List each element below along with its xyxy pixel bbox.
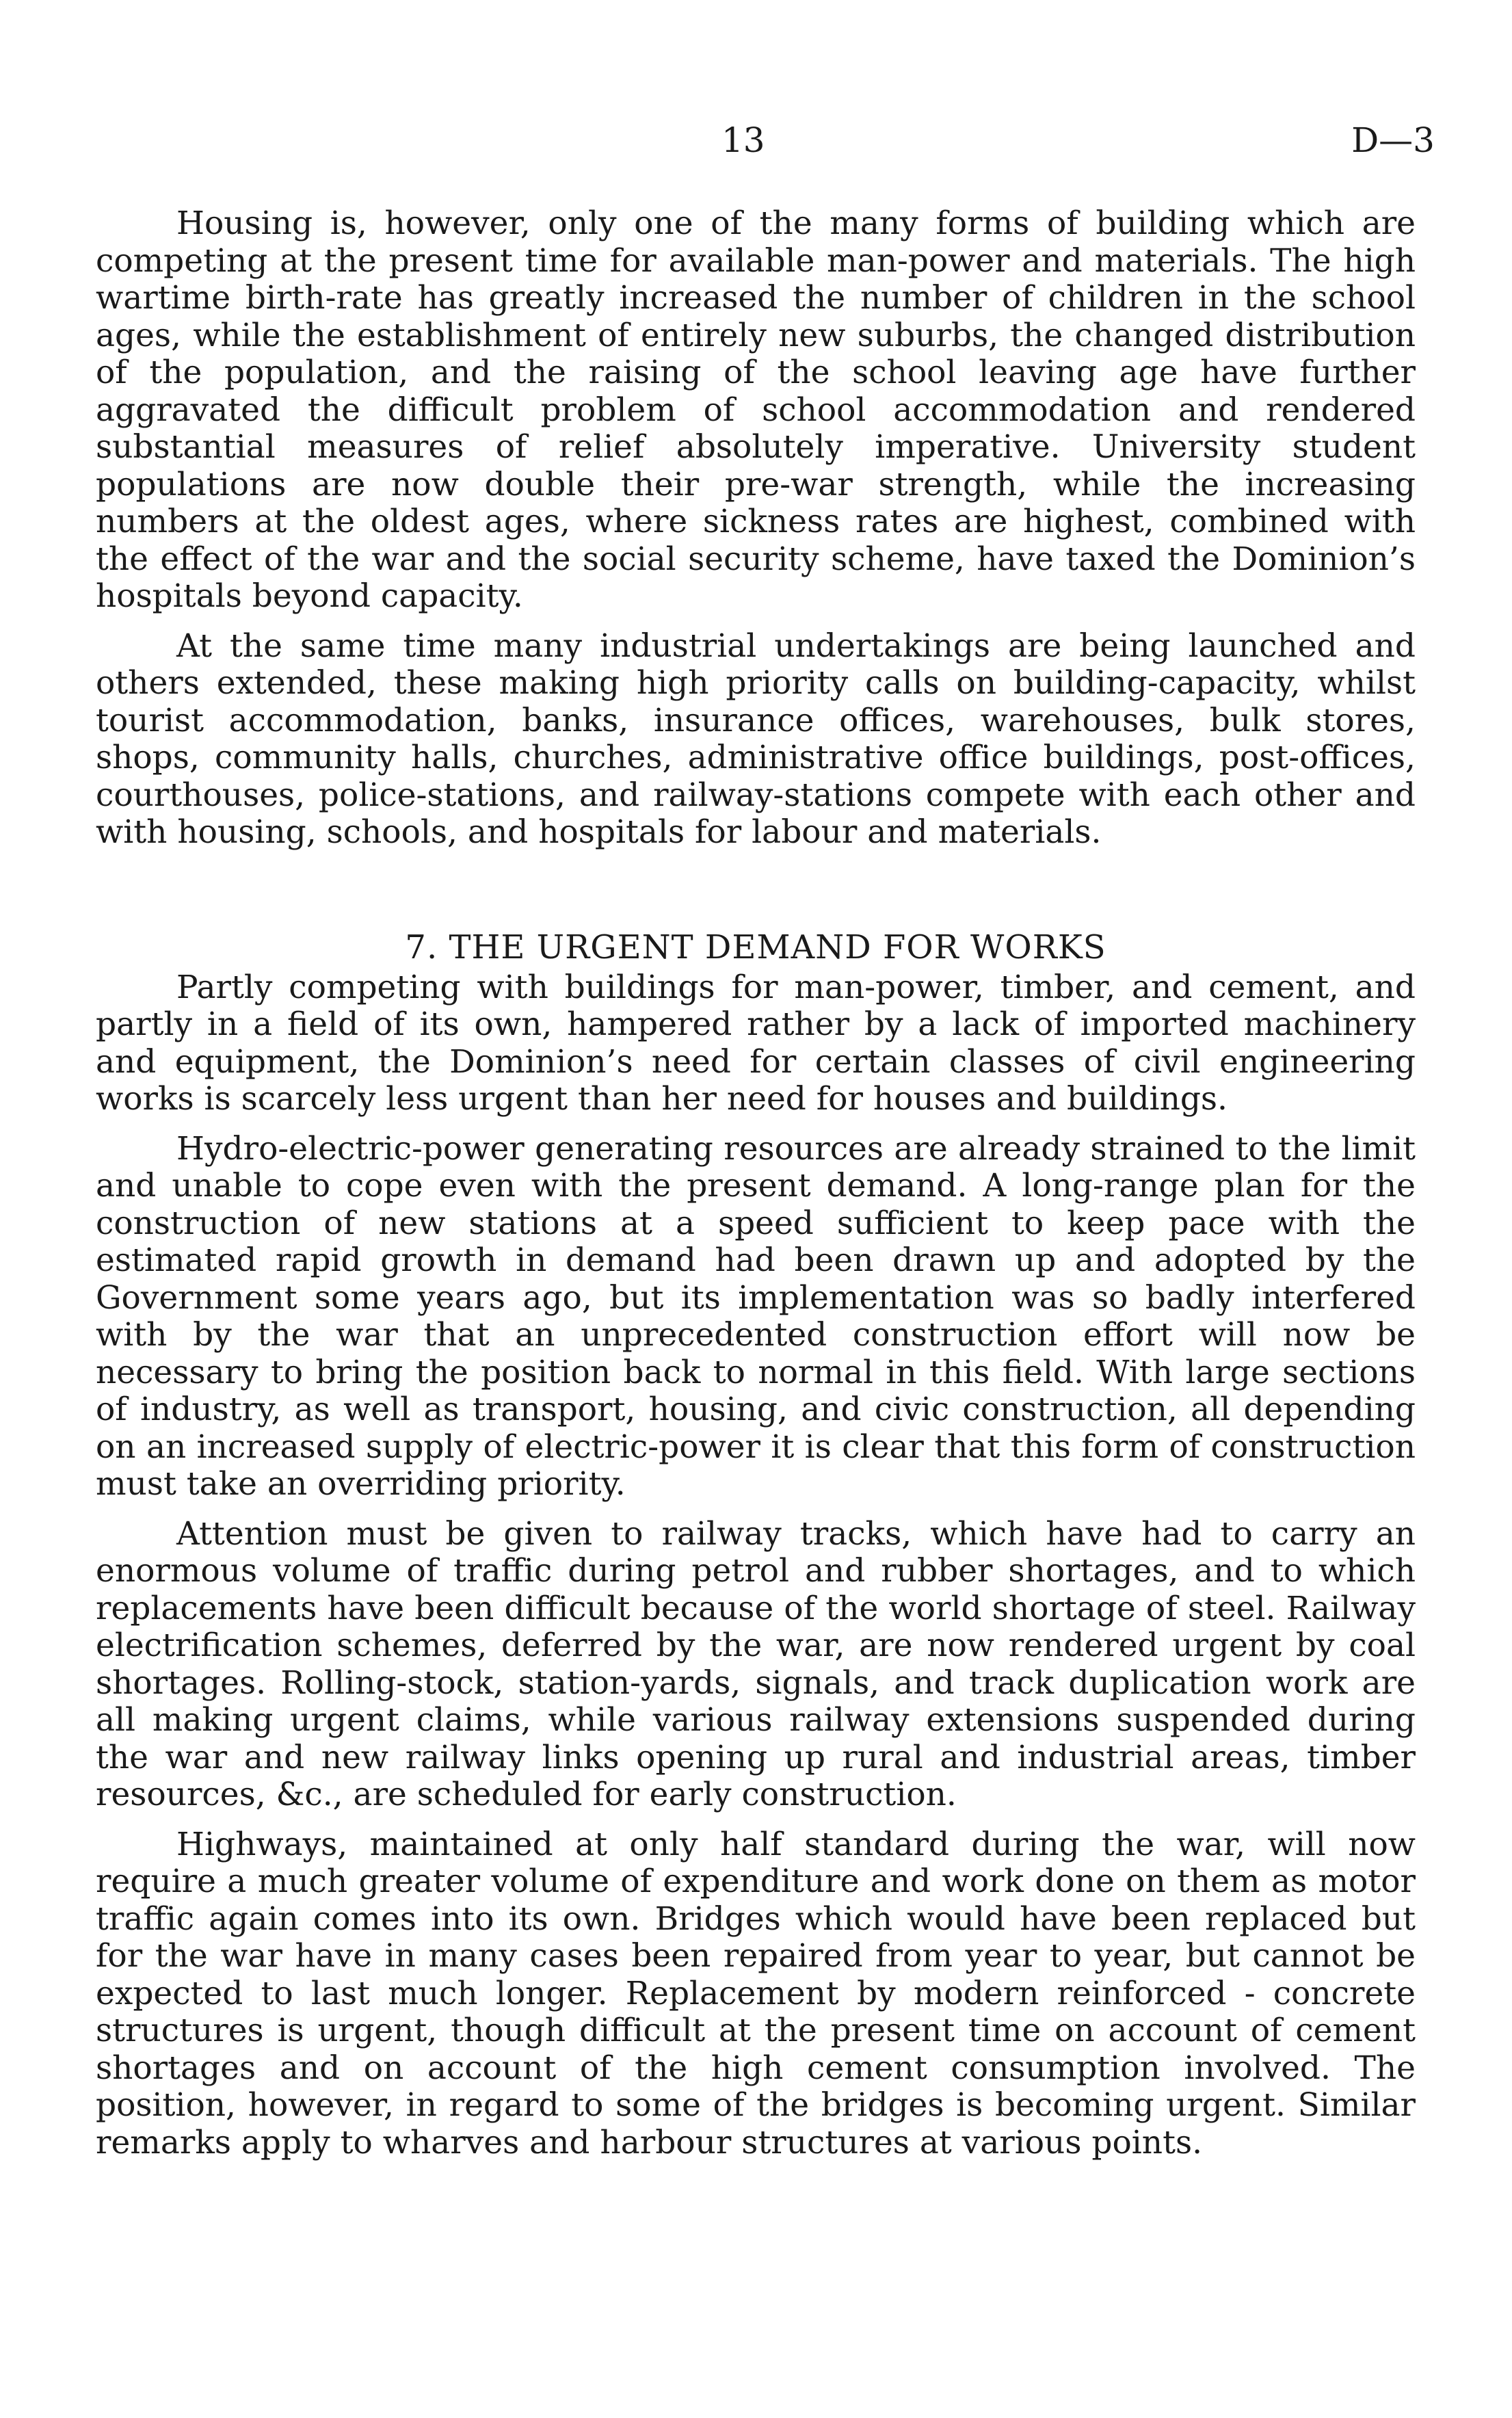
paragraph-railways: Attention must be given to railway tracks, which have had to carry an enormous volume of traffic during petrol and rubber shortages, and to which replacements have been difficult because of the world shortage of steel. Railway electrification schemes, deferred by the war, are now rendered urgent by coal shortages. Rolling-stock, station-yards, signals, and track duplication work are all making urgent claims, while various railway extensions suspended during the war and new railway links opening up rural and industrial areas, timber resources, &c., are scheduled for early construction. [96,1514,1416,1813]
paragraph-industrial-undertakings: At the same time many industrial undertakings are being launched and others extended, these making high priority calls on building-capacity, whilst tourist accommodation, banks, insurance offices, warehouses, bulk stores, shops, community halls, churches, administrative office buildings, post-offices, courthouses, police-stations, and railway-stations compete with each other and with housing, schools, and hospitals for labour and materials. [96,627,1416,851]
document-code: D—3 [1351,120,1435,160]
page-number: 13 [721,120,765,160]
paragraph-housing-competition: Housing is, however, only one of the many forms of building which are competing at the present time for available man-power and materials. The high wartime birth-rate has greatly increased the number of children in the school ages, while the establishment of entirely new suburbs, the changed distribution of the population, and the raising of the school leaving age have further aggravated the difficult problem of school accommodation and rendered substantial measures of relief absolutely imperative. University student populations are now double their pre-war strength, while the increasing numbers at the oldest ages, where sickness rates are highest, combined with the effect of the war and the social security scheme, have taxed the Dominion’s hospitals beyond capacity. [96,205,1416,615]
paragraph-civil-engineering-need: Partly competing with buildings for man-power, timber, and cement, and partly in a field of its own, hampered rather by a lack of imported machinery and equipment, the Dominion’s need for certain classes of civil engineering works is scarcely less urgent than her need for houses and buildings. [96,968,1416,1118]
page-header [0,116,1512,164]
paragraph-highways-bridges: Highways, maintained at only half standard during the war, will now require a much greater volume of expenditure and work done on them as motor traffic again comes into its own. Bridges which would have been replaced but for the war have in many cases been repaired from year to year, but cannot be expected to last much longer. Replacement by modern reinforced - concrete structures is urgent, though difficult at the present time on account of cement shortages and on account of the high cement consumption involved. The position, however, in regard to some of the bridges is becoming urgent. Similar remarks apply to wharves and harbour structures at various points. [96,1825,1416,2161]
section-heading: 7. THE URGENT DEMAND FOR WORKS [405,928,1106,967]
paragraph-hydro-electric: Hydro-electric-power generating resources are already strained to the limit and unable to cope even with the present demand. A long-range plan for the construction of new stations at a speed sufficient to keep pace with the estimated rapid growth in demand had been drawn up and adopted by the Government some years ago, but its implementation was so badly interfered with by the war that an unprecedented construction effort will now be necessary to bring the position back to normal in this field. With large sections of industry, as well as transport, housing, and civic construction, all depending on an increased supply of electric-power it is clear that this form of construction must take an overriding priority. [96,1129,1416,1503]
page-body [96,205,1416,2161]
